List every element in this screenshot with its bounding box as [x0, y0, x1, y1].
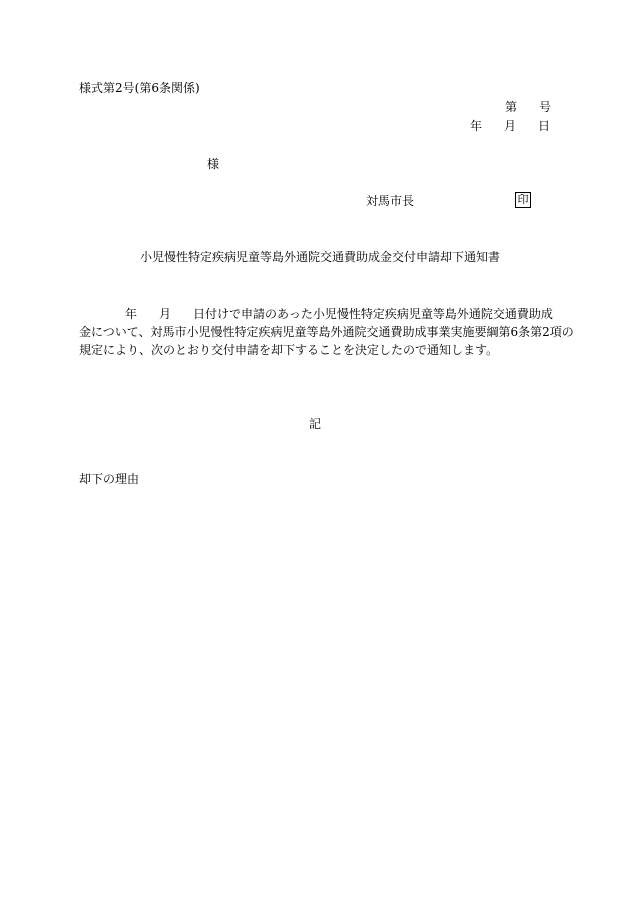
body-line-1	[79, 305, 551, 323]
document-title: 小児慢性特定疾病児童等島外通院交通費助成金交付申請却下通知書	[140, 250, 501, 264]
form-label: 様式第2号(第6条関係)	[79, 81, 200, 95]
body-line-3: 規定により、次のとおり交付申請を却下することを決定したので通知します。	[79, 343, 499, 357]
date-month: 月	[504, 119, 517, 133]
date-year: 年	[470, 119, 483, 133]
body-line-2: 金について、対馬市小児慢性特定疾病児童等島外通院交通費助成事業実施要綱第6条第2項の	[79, 325, 574, 339]
rejection-reason-heading: 却下の理由	[79, 472, 140, 486]
document-number-line	[505, 101, 551, 113]
recipient-honorific: 様	[207, 157, 220, 171]
ki-heading: 記	[309, 417, 322, 431]
number-suffix: 号	[539, 100, 552, 114]
number-prefix: 第	[505, 100, 518, 114]
body-date-year: 年	[125, 307, 138, 321]
seal-stamp: 印	[515, 192, 531, 208]
body-paragraph	[79, 305, 574, 359]
issuer-name: 対馬市長	[366, 194, 415, 208]
body-date-month: 月	[159, 307, 172, 321]
issue-date-line	[470, 120, 550, 132]
date-day: 日	[538, 119, 551, 133]
body-line-1-text: 日付けで申請のあった小児慢性特定疾病児童等島外通院交通費助成	[193, 307, 553, 321]
